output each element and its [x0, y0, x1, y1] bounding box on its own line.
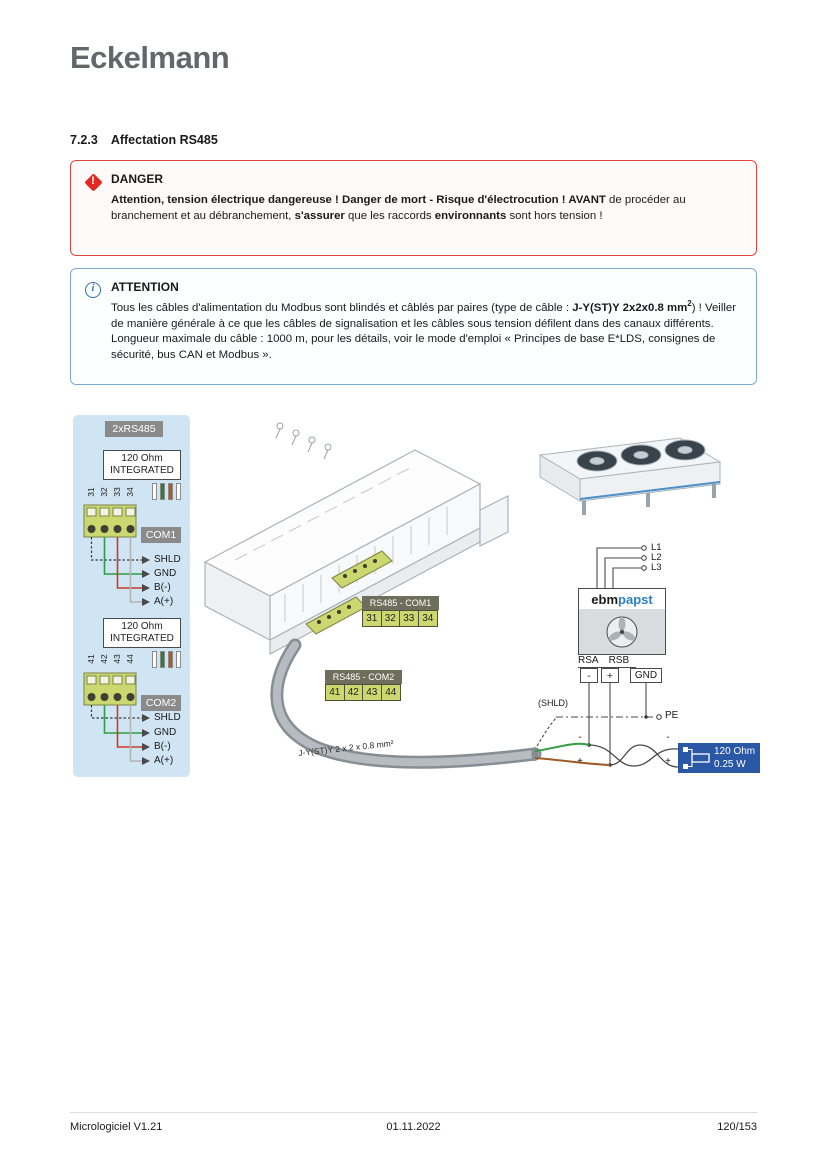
fan-area	[579, 609, 665, 654]
danger-body	[111, 193, 744, 224]
section-title: Affectation RS485	[110, 133, 218, 147]
ebmpapst-logo	[579, 589, 665, 609]
attention-box	[70, 268, 757, 385]
com2-pin-number: 44	[125, 654, 135, 664]
com1-signal-b: B(-)	[154, 582, 171, 593]
attention-text-bold: J-Y(ST)Y 2x2x0.8 mm	[572, 302, 688, 314]
danger-icon	[84, 173, 102, 191]
device-com2-label: RS485 - COM2	[325, 670, 402, 684]
com1-signal-a: A(+)	[154, 596, 174, 607]
com2-connector	[84, 673, 136, 705]
rsa-rsb-labels	[578, 655, 636, 668]
danger-text-bold-1: Attention, tension électrique dangereuse ! Danger de mort - Risque d'électrocution ! AVANT	[111, 194, 606, 206]
device-screws	[276, 423, 331, 459]
wire-color-swatch	[176, 651, 181, 668]
device-pin-cell: 42	[345, 685, 364, 700]
wire-color-swatch	[160, 651, 165, 668]
com1-connector	[84, 505, 136, 537]
footer-divider	[70, 1112, 757, 1113]
com1-pin-number: 34	[125, 487, 135, 497]
com2-terminator-line1: 120 Ohm	[121, 621, 163, 632]
wire-plus-label: +	[577, 756, 583, 767]
rsa-label: RSA	[578, 655, 599, 666]
com1-terminator-line2: INTEGRATED	[110, 465, 174, 476]
terminal-minus: -	[580, 668, 598, 683]
wire-plus-label: +	[665, 756, 671, 767]
com1-terminator-line1: 120 Ohm	[121, 453, 163, 464]
wire-color-swatch	[152, 651, 157, 668]
com1-signal-shld: SHLD	[154, 554, 181, 565]
com2-signal-wires	[92, 705, 151, 765]
section-number: 7.2.3	[70, 133, 98, 147]
footer-date: 01.11.2022	[386, 1121, 441, 1133]
com1-pin-number: 32	[99, 487, 109, 497]
terminal-gnd: GND	[630, 668, 662, 683]
panel-header-badge: 2xRS485	[105, 421, 163, 437]
device-pin-cell: 34	[422, 613, 434, 624]
com1-signal-wires	[92, 537, 151, 606]
pe-label: PE	[665, 710, 679, 721]
com1-pin-number: 31	[86, 487, 96, 497]
shield-label: (SHLD)	[538, 698, 569, 708]
com2-signal-gnd: GND	[154, 727, 177, 738]
attention-title: ATTENTION	[111, 280, 179, 294]
resistor-power: 0.25 W	[714, 759, 746, 770]
com2-signal-shld: SHLD	[154, 712, 181, 723]
com2-signal-a: A(+)	[154, 755, 174, 766]
section-heading	[70, 133, 218, 147]
phase-l2-label: L2	[651, 552, 662, 563]
rsb-label: RSB	[608, 655, 630, 666]
danger-text-2: que les raccords	[344, 209, 435, 222]
terminal-plus: +	[601, 668, 619, 683]
footer-page-number: 120/153	[717, 1121, 757, 1133]
com1-signal-gnd: GND	[154, 568, 177, 579]
danger-text-3: sont hors tension !	[506, 209, 603, 222]
device-pin-cell: 41	[326, 685, 345, 700]
danger-exclamation-glyph: !	[91, 175, 95, 187]
device-pin-cell: 31	[363, 611, 382, 626]
fan-icon	[579, 610, 665, 654]
brand-logo: Eckelmann	[70, 40, 230, 75]
wire-minus-label: -	[578, 732, 582, 743]
footer-firmware-version: Micrologiciel V1.21	[70, 1121, 163, 1133]
danger-text-bold-2: s'assurer	[294, 209, 345, 222]
wire-minus-label: -	[666, 732, 670, 743]
attention-text-1: Tous les câbles d'alimentation du Modbus sont blindés et câblés par paires (type de câble :	[111, 302, 573, 314]
attention-text-sup: 2	[687, 299, 692, 309]
fan-motor-box	[578, 588, 666, 655]
device-drawing	[205, 450, 508, 654]
com2-terminator-line2: INTEGRATED	[110, 633, 174, 644]
attention-body	[111, 301, 744, 363]
phase-l1-label: L1	[651, 542, 662, 553]
com1-terminator-box	[103, 450, 181, 480]
danger-box	[70, 160, 757, 256]
device-com2-pin-row	[325, 684, 401, 701]
com2-pin-number: 42	[99, 654, 109, 664]
wire-color-swatch	[176, 483, 181, 500]
device-pin-cell: 43	[363, 685, 382, 700]
com1-pin-number: 33	[112, 487, 122, 497]
wire-color-swatch	[160, 483, 165, 500]
danger-text-bold-3: environnants	[434, 209, 507, 222]
phase-l3-label: L3	[651, 562, 662, 573]
resistor-text	[714, 745, 755, 771]
com2-badge: COM2	[141, 695, 181, 711]
info-circle-icon: i	[85, 282, 101, 298]
modbus-cable	[277, 645, 539, 762]
attention-text-2: ) ! Veiller de manière générale à ce que les câbles de signalisation et les câbles sous tension défilent dans des canaux différents. Longueur maximale du câble : 1000 m, pour les détails, voir le mode d'emploi « Principes de base E*LDS, consignes de sécurité, bus CAN et Modbus ».	[111, 302, 737, 361]
danger-text-1: de procéder au branchement et au débranchement,	[111, 194, 686, 222]
com2-signal-b: B(-)	[154, 741, 171, 752]
com1-badge: COM1	[141, 527, 181, 543]
wire-color-swatch	[152, 483, 157, 500]
com2-pin-number: 43	[112, 654, 122, 664]
device-pin-cell: 33	[400, 611, 419, 626]
wire-color-swatch	[168, 483, 173, 500]
ebm-text: ebm	[591, 591, 619, 607]
danger-title: DANGER	[111, 172, 164, 186]
wire-color-swatch	[168, 651, 173, 668]
papst-text: papst	[618, 591, 653, 607]
cable-exit-wires	[535, 718, 610, 765]
com2-terminator-box	[103, 618, 181, 648]
device-com1-pin-row	[362, 610, 438, 627]
device-pin-cell: 32	[382, 611, 401, 626]
termination-resistor-box	[678, 743, 760, 773]
resistor-symbol-icon	[682, 743, 712, 773]
device-com1-label: RS485 - COM1	[362, 596, 439, 610]
fan-unit-drawing	[540, 438, 720, 515]
wiring-diagram	[70, 410, 760, 785]
cable-type-label: J-Y(ST)Y 2 x 2 x 0.8 mm²	[297, 738, 394, 758]
com2-pin-number: 41	[86, 654, 96, 664]
device-pin-cell: 44	[385, 687, 397, 698]
resistor-value: 120 Ohm	[714, 746, 756, 757]
